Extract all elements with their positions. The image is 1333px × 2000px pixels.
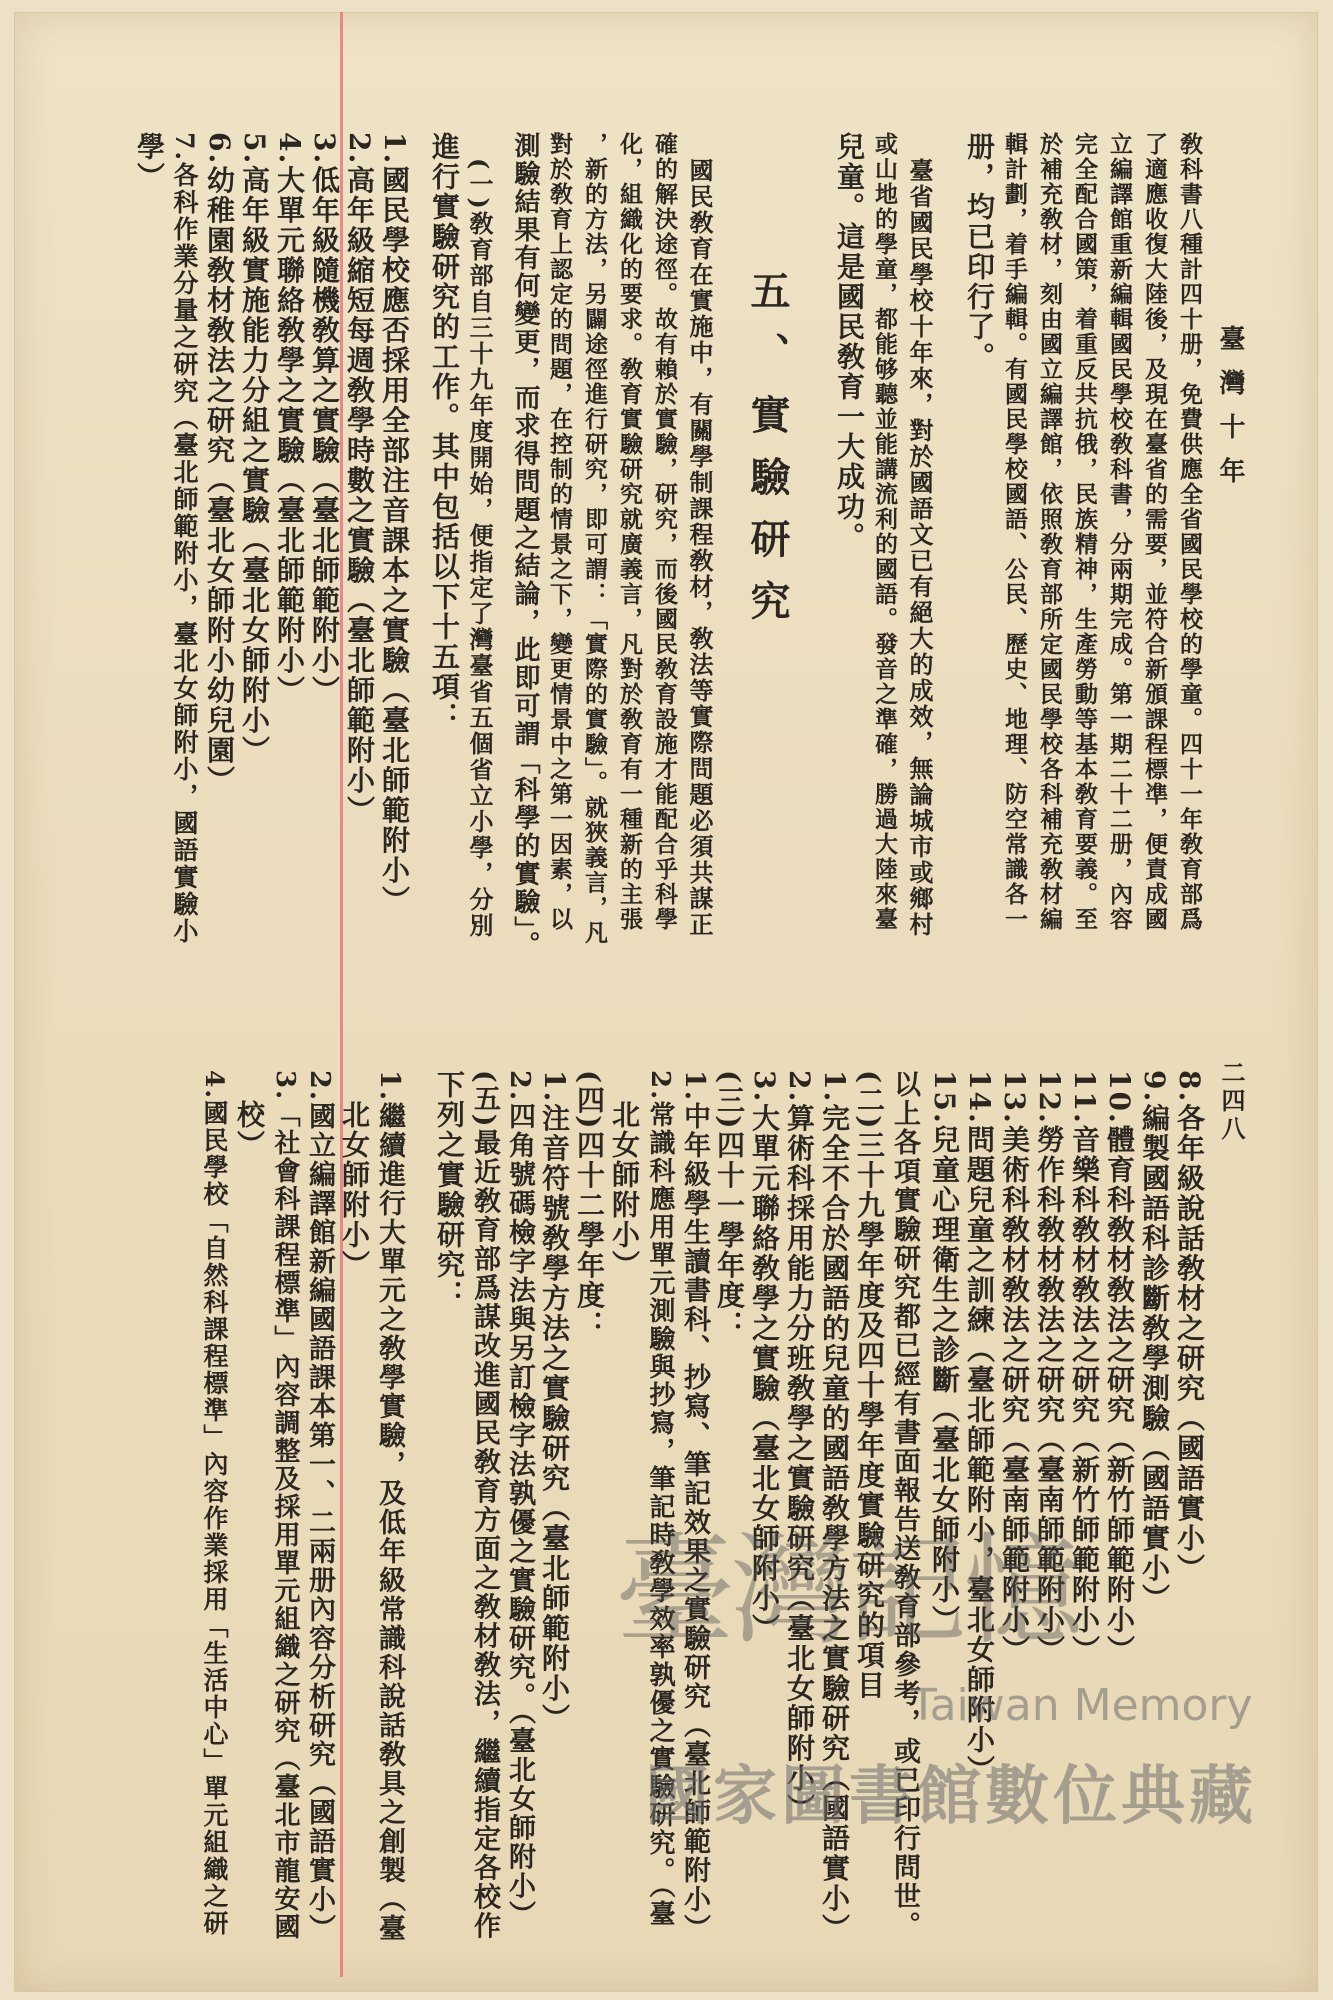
text-column: 測驗結果有何變更，而求得問題之結論，此即可謂「科學的實驗」。 (510, 132, 540, 959)
text-column: 學） (133, 132, 166, 192)
text-column: 1.完全不合於國語的兒童的國語敎學方法之實驗研究（國語實小） (818, 1070, 851, 1944)
text-column: 敎科書八種計四十册，免費供應全省國民學校的學童。四十一年敎育部爲 (1176, 132, 1203, 932)
text-column: 於補充敎材，刻由國立編譯館，依照敎育部所定國民學校各科補充敎材編 (1036, 132, 1063, 932)
watermark-logo-script: 臺灣記憶 (615, 1522, 1079, 1661)
text-column: (三)四十一學年度： (713, 1070, 746, 1341)
text-column: 4.國民學校「自然科課程標準」內容作業採用「生活中心」單元組織之研 (200, 1070, 229, 1938)
text-column: 14.問題兒童之訓練（臺北師範附小，臺北女師附小） (963, 1070, 996, 1785)
text-column: 13.美術科敎材敎法之研究（臺南師範附小） (998, 1070, 1031, 1665)
text-column: 5.高年級實施能力分組之實驗（臺北女師附小） (238, 132, 271, 766)
text-column: 以上各項實驗研究都已經有書面報告送敎育部參考，或已印行問世。 (889, 1070, 920, 1940)
text-column: 3.低年級隨機敎算之實驗（臺北師範附小） (308, 132, 341, 706)
text-column: 北女師附小） (608, 1070, 641, 1280)
text-column: 輯計劃，着手編輯。有國民學校國語、公民、歷史、地理、防空常識各一 (1001, 132, 1028, 932)
text-column: 9.編製國語科診斷敎學測驗（國語實小） (1138, 1070, 1171, 1614)
text-column: (二)三十九學年度及四十學年度實驗研究的項目 (853, 1070, 886, 1701)
text-column: 2.國立編譯館新編國語課本第一、二兩册內容分析研究（國語實小） (304, 1070, 335, 1944)
text-column: 進行實驗研究的工作。其中包括以下十五項： (428, 132, 461, 732)
text-column: 3.大單元聯絡敎學之實驗（臺北女師附小） (748, 1070, 781, 1644)
text-column: 1.國民學校應否採用全部注音課本之實驗（臺北師範附小） (378, 132, 411, 916)
page-number: 二四八 (1217, 1060, 1246, 1144)
text-column: 1.中年級學生讀書科、抄寫、筆記效果之實驗研究（臺北師範附小） (679, 1070, 710, 1944)
text-column: 國民敎育在實施中，有關學制課程敎材，敎法等實際問題必須共謀正 (685, 132, 714, 938)
text-column: ，新的方法，另闢途徑進行研究，即可謂：「實際的實驗」。就狹義言，凡 (581, 132, 608, 946)
text-column: 15.兒童心理衛生之診斷（臺北女師附小） (928, 1070, 961, 1635)
text-column: 2.算術科採用能力分班敎學之實驗研究（臺北女師附小） (783, 1070, 816, 1824)
text-column: 1.注音符號敎學方法之實驗研究（臺北師範附小） (538, 1070, 571, 1734)
text-column: 或山地的學童，都能够聽並能講流利的國語。發音之準確，勝過大陸來臺 (871, 132, 898, 932)
text-column: 6.幼稚園敎材敎法之研究（臺北女師附小幼兒園） (203, 132, 236, 796)
text-column: 2.高年級縮短每週敎學時數之實驗（臺北師範附小） (343, 132, 376, 826)
text-column: 4.大單元聯絡敎學之實驗（臺北師範附小） (273, 132, 306, 706)
text-column: 立編譯館重新編輯國民學校敎科書，分兩期完成。第一期二十二册，內容 (1106, 132, 1133, 932)
text-column: 2.常識科應用單元測驗與抄寫，筆記時敎學效率孰優之實驗研究。（臺 (645, 1070, 675, 1929)
text-column: (五)最近敎育部爲謀改進國民敎育方面之敎材敎法，繼續指定各校作 (469, 1070, 500, 1941)
text-column: 了適應收復大陸後，及現在臺省的需要，並符合新頒課程標凖，便責成國 (1141, 132, 1168, 932)
text-column: 兒童。這是國民敎育一大成功。 (833, 132, 866, 552)
text-column: 11.音樂科敎材敎法之研究（新竹師範附小） (1068, 1070, 1101, 1665)
watermark-chinese: 國家圖書館數位典藏 (645, 1760, 1257, 1834)
text-column: 校） (233, 1070, 266, 1160)
text-column: 化，組織化的要求。敎育實驗研究就廣義言，凡對於敎育有一種新的主張 (616, 132, 643, 932)
text-column: 12.勞作科敎材敎法之研究（臺南師範附小） (1033, 1070, 1066, 1665)
text-column: 10.體育科敎材敎法之研究（新竹師範附小） (1103, 1070, 1136, 1665)
text-column: 8.各年級說話敎材之研究（國語實小） (1173, 1070, 1206, 1584)
text-column: 臺省國民學校十年來，對於國語文已有絕大的成效，無論城市或鄉村 (905, 132, 934, 938)
text-column: 對於敎育上認定的問題，在控制的情景之下，變更情景中之第一因素，以 (546, 132, 573, 932)
section-title: 五、實驗研究 (744, 270, 790, 642)
text-column: (一)敎育部自三十九年度開始，便指定了灣臺省五個省立小學，分別 (465, 132, 494, 939)
text-column: 1.繼續進行大單元之敎學實驗，及低年級常識科說話敎具之創製（臺 (374, 1070, 405, 1944)
running-header: 臺灣十年 (1215, 325, 1245, 501)
text-column: 完全配合國策，着重反共抗俄，民族精神，生產勞動等基本敎育要義。至 (1071, 132, 1098, 932)
text-column: 北女師附小） (338, 1070, 371, 1280)
text-column: 確的解決途徑。故有賴於實驗，研究，而後國民敎育設施才能配合乎科學 (651, 132, 678, 932)
text-column: 3.「社會科課程標準」內容調整及採用單元組織之研究（臺北市龍安國 (270, 1070, 300, 1942)
text-column: (四)四十二學年度： (573, 1070, 606, 1341)
text-column: 下列之實驗研究： (433, 1070, 466, 1310)
text-column: 册，均已印行了。 (963, 132, 996, 372)
watermark-english: Taiwan Memory (910, 1680, 1253, 1731)
text-column: 2.四角號碼檢字法與另訂檢字法孰優之實驗研究。（臺北女師附小） (504, 1070, 535, 1930)
text-column: 7.各科作業分量之研究（臺北師範附小，臺北女師附小，國語實驗小 (170, 132, 199, 946)
